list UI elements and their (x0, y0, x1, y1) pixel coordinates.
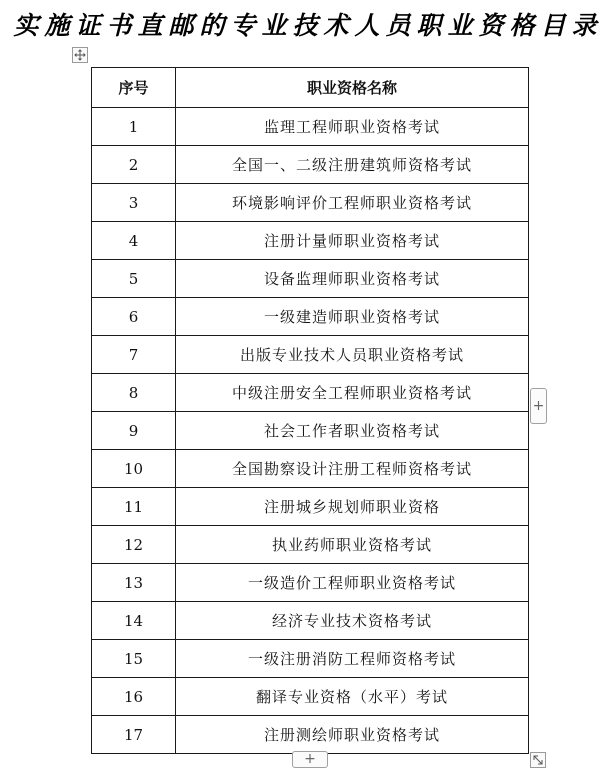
cell-qualification-name[interactable]: 社会工作者职业资格考试 (176, 412, 529, 450)
move-arrows-icon (73, 48, 87, 62)
table-resize-handle[interactable] (530, 752, 546, 768)
cell-serial-number[interactable]: 13 (92, 564, 176, 602)
table-row (92, 564, 529, 602)
cell-serial-number[interactable]: 14 (92, 602, 176, 640)
cell-serial-number[interactable]: 3 (92, 184, 176, 222)
cell-qualification-name[interactable]: 注册计量师职业资格考试 (176, 222, 529, 260)
cell-serial-number[interactable]: 16 (92, 678, 176, 716)
cell-serial-number[interactable]: 1 (92, 108, 176, 146)
cell-qualification-name[interactable]: 设备监理师职业资格考试 (176, 260, 529, 298)
table-row (92, 298, 529, 336)
table-row (92, 222, 529, 260)
add-row-button[interactable]: + (292, 751, 328, 768)
table-row (92, 678, 529, 716)
header-qualification-name: 职业资格名称 (176, 68, 529, 108)
cell-qualification-name[interactable]: 环境影响评价工程师职业资格考试 (176, 184, 529, 222)
cell-serial-number[interactable]: 2 (92, 146, 176, 184)
table-row (92, 184, 529, 222)
cell-qualification-name[interactable]: 一级注册消防工程师资格考试 (176, 640, 529, 678)
cell-qualification-name[interactable]: 执业药师职业资格考试 (176, 526, 529, 564)
cell-qualification-name[interactable]: 全国勘察设计注册工程师资格考试 (176, 450, 529, 488)
cell-serial-number[interactable]: 5 (92, 260, 176, 298)
cell-qualification-name[interactable]: 一级造价工程师职业资格考试 (176, 564, 529, 602)
table-row (92, 108, 529, 146)
cell-serial-number[interactable]: 12 (92, 526, 176, 564)
table-row (92, 602, 529, 640)
table-row (92, 260, 529, 298)
table-row (92, 488, 529, 526)
header-serial-number: 序号 (92, 68, 176, 108)
cell-serial-number[interactable]: 11 (92, 488, 176, 526)
table-row (92, 640, 529, 678)
cell-qualification-name[interactable]: 中级注册安全工程师职业资格考试 (176, 374, 529, 412)
cell-serial-number[interactable]: 17 (92, 716, 176, 754)
table-row (92, 450, 529, 488)
cell-serial-number[interactable]: 9 (92, 412, 176, 450)
cell-serial-number[interactable]: 7 (92, 336, 176, 374)
document-title: 实施证书直邮的专业技术人员职业资格目录 (13, 11, 603, 40)
table-row (92, 146, 529, 184)
cell-serial-number[interactable]: 10 (92, 450, 176, 488)
cell-qualification-name[interactable]: 注册城乡规划师职业资格 (176, 488, 529, 526)
table-move-handle[interactable] (72, 47, 88, 63)
table-row (92, 374, 529, 412)
cell-qualification-name[interactable]: 出版专业技术人员职业资格考试 (176, 336, 529, 374)
table-row (92, 716, 529, 754)
cell-qualification-name[interactable]: 经济专业技术资格考试 (176, 602, 529, 640)
cell-qualification-name[interactable]: 注册测绘师职业资格考试 (176, 716, 529, 754)
qualification-table (91, 67, 529, 754)
cell-qualification-name[interactable]: 全国一、二级注册建筑师资格考试 (176, 146, 529, 184)
resize-diagonal-icon (531, 753, 545, 767)
cell-serial-number[interactable]: 15 (92, 640, 176, 678)
cell-qualification-name[interactable]: 一级建造师职业资格考试 (176, 298, 529, 336)
cell-serial-number[interactable]: 8 (92, 374, 176, 412)
table-row (92, 526, 529, 564)
table-row (92, 412, 529, 450)
table-header-row (92, 68, 529, 108)
cell-serial-number[interactable]: 6 (92, 298, 176, 336)
cell-qualification-name[interactable]: 翻译专业资格（水平）考试 (176, 678, 529, 716)
cell-qualification-name[interactable]: 监理工程师职业资格考试 (176, 108, 529, 146)
table-row (92, 336, 529, 374)
add-column-button[interactable]: + (530, 388, 547, 424)
cell-serial-number[interactable]: 4 (92, 222, 176, 260)
